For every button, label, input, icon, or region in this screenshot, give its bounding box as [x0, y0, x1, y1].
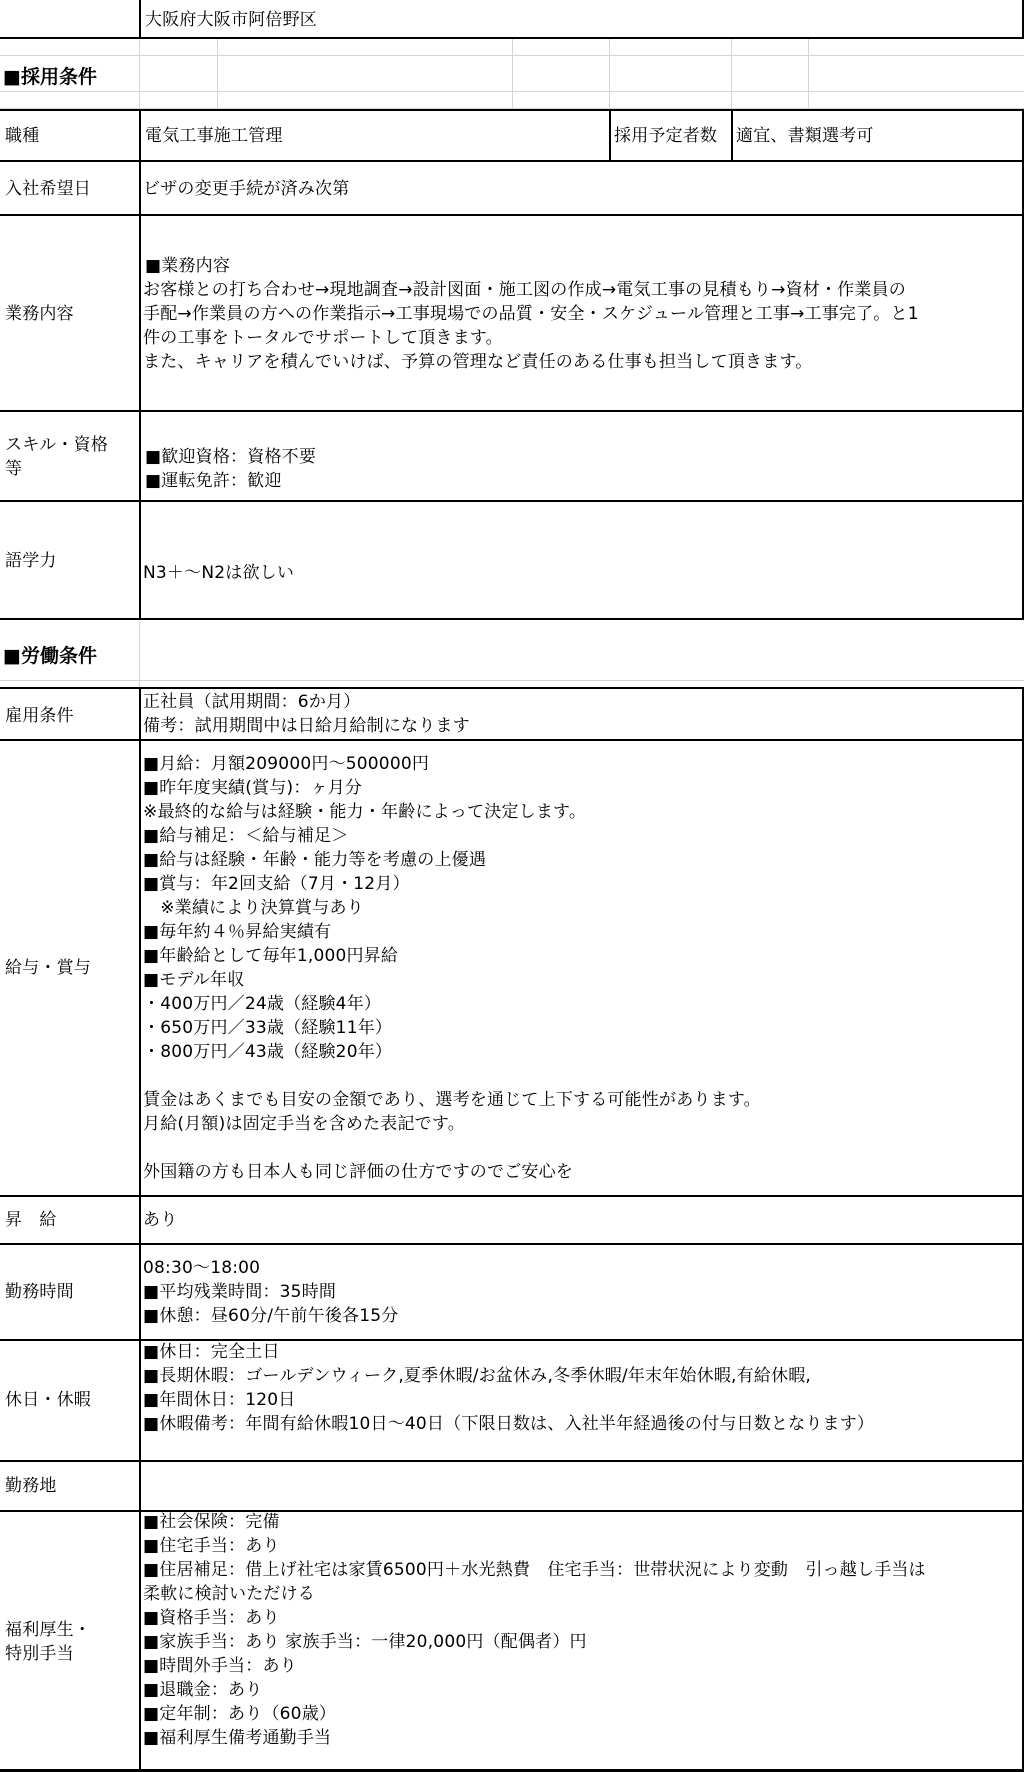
welfare-line: ■家族手当：あり 家族手当：一律20,000円（配偶者）円 — [143, 1632, 587, 1652]
employment-line: 正社員（試用期間：6か月） — [143, 692, 361, 712]
border — [0, 687, 1024, 689]
salary-line: ■昨年度実績(賞与)：ヶ月分 — [143, 778, 363, 798]
holidays-line: ■長期休暇：ゴールデンウィーク,夏季休暇/お盆休み,冬季休暇/年末年始休暇,有給休暇, — [143, 1366, 812, 1386]
gridline — [609, 38, 610, 110]
welfare-label: 福利厚生・ — [5, 1620, 91, 1640]
duties-line: ■業務内容 — [145, 256, 231, 276]
raise-label: 昇 給 — [5, 1210, 57, 1230]
start-date-value: ビザの変更手続が済み次第 — [143, 179, 350, 199]
holidays-line: ■休暇備考：年間有給休暇10日〜40日（下限日数は、入社半年経過後の付与日数となります） — [143, 1414, 875, 1434]
skills-label: スキル・資格 — [5, 435, 109, 455]
border — [0, 1460, 1024, 1462]
holidays-line: ■年間休日：120日 — [143, 1390, 296, 1410]
welfare-line: ■定年制：あり（60歳） — [143, 1704, 337, 1724]
border — [139, 0, 141, 38]
border — [0, 1195, 1024, 1197]
welfare-line: ■住居補足：借上げ社宅は家賃6500円＋水光熱費 住宅手当：世帯状況により変動 引っ越し手当は — [143, 1560, 926, 1580]
salary-line: ※業績により決算賞与あり — [143, 898, 364, 918]
border — [0, 37, 1024, 39]
border — [0, 739, 1024, 741]
skills-line: ■歓迎資格：資格不要 — [145, 447, 317, 467]
salary-line: 外国籍の方も日本人も同じ評価の仕方ですのでご安心を — [143, 1162, 573, 1182]
raise-value: あり — [143, 1210, 178, 1230]
welfare-line: ■時間外手当：あり — [143, 1656, 297, 1676]
salary-line: ■月給：月額209000円〜500000円 — [143, 754, 430, 774]
hours-line: ■平均残業時間：35時間 — [143, 1282, 337, 1302]
headcount-label: 採用予定者数 — [614, 126, 718, 146]
welfare-line: ■資格手当：あり — [143, 1608, 280, 1628]
job-type-label: 職種 — [5, 126, 40, 146]
salary-line: ■給与補足：＜給与補足＞ — [143, 826, 349, 846]
location-label: 勤務地 — [5, 1476, 57, 1496]
salary-line: ■毎年約４％昇給実績有 — [143, 922, 332, 942]
border — [0, 214, 1024, 216]
holidays-label: 休日・休暇 — [5, 1390, 91, 1410]
border — [609, 109, 611, 162]
salary-line: ※最終的な給与は経験・能力・年齢によって決定します。 — [143, 802, 587, 822]
gridline — [139, 38, 140, 110]
salary-line: ■給与は経験・年齢・能力等を考慮の上優遇 — [143, 850, 487, 870]
salary-line: ・650万円／33歳（経験11年） — [143, 1018, 393, 1038]
border — [139, 109, 141, 620]
language-value: N3＋〜N2は欲しい — [143, 563, 295, 583]
salary-line: 賃金はあくまでも目安の金額であり、選考を通じて上下する可能性があります。 — [143, 1090, 761, 1110]
gridline — [512, 38, 513, 110]
border — [0, 109, 1024, 111]
border — [0, 500, 1024, 502]
gridline — [0, 680, 1024, 681]
hours-line: 08:30〜18:00 — [143, 1258, 261, 1278]
salary-line: ■賞与：年2回支給（7月・12月） — [143, 874, 410, 894]
address-value: 大阪府大阪市阿倍野区 — [145, 10, 317, 30]
gridline — [808, 38, 809, 110]
border — [0, 160, 1024, 162]
hours-label: 勤務時間 — [5, 1282, 74, 1302]
skills-line: ■運転免許：歓迎 — [145, 471, 282, 491]
employment-line: 備考：試用期間中は日給月給制になります — [143, 716, 470, 736]
skills-label: 等 — [5, 459, 23, 479]
welfare-line: 柔軟に検討いただける — [143, 1584, 315, 1604]
welfare-line: ■住宅手当：あり — [143, 1536, 280, 1556]
duties-label: 業務内容 — [5, 304, 74, 324]
welfare-line: ■退職金：あり — [143, 1680, 263, 1700]
welfare-line: ■福利厚生備考通勤手当 — [143, 1728, 332, 1748]
gridline — [731, 38, 732, 110]
duties-line: 手配→作業員の方への作業指示→工事現場での品質・安全・スケジュール管理と工事→工事完了。と1 — [143, 304, 919, 324]
job-type-value: 電気工事施工管理 — [145, 126, 283, 146]
section-heading-hiring: ■採用条件 — [3, 66, 97, 88]
hours-line: ■休憩：昼60分/午前午後各15分 — [143, 1306, 399, 1326]
gridline — [139, 622, 140, 689]
welfare-label: 特別手当 — [5, 1644, 74, 1664]
holidays-line: ■休日：完全土日 — [143, 1342, 280, 1362]
duties-line: お客様との打ち合わせ→現地調査→設計図面・施工図の作成→電気工事の見積もり→資材・作業員の — [143, 280, 906, 300]
welfare-line: ■社会保険：完備 — [143, 1512, 280, 1532]
border — [139, 687, 141, 1772]
border — [0, 1243, 1024, 1245]
duties-line: 件の工事をトータルでサポートして頂きます。 — [143, 328, 503, 348]
salary-label: 給与・賞与 — [5, 958, 91, 978]
section-heading-labor: ■労働条件 — [3, 645, 97, 667]
border — [731, 109, 733, 162]
language-label: 語学力 — [5, 551, 57, 571]
employment-label: 雇用条件 — [5, 706, 74, 726]
border — [0, 410, 1024, 412]
border — [0, 618, 1024, 620]
salary-line: 月給(月額)は固定手当を含めた表記です。 — [143, 1114, 465, 1134]
headcount-value: 適宜、書類選考可 — [736, 126, 874, 146]
duties-line: また、キャリアを積んでいけば、予算の管理など責任のある仕事も担当して頂きます。 — [143, 352, 813, 372]
salary-line: ■年齢給として毎年1,000円昇給 — [143, 946, 399, 966]
salary-line: ■モデル年収 — [143, 970, 245, 990]
salary-line: ・800万円／43歳（経験20年） — [143, 1042, 393, 1062]
gridline — [217, 38, 218, 110]
salary-line: ・400万円／24歳（経験4年） — [143, 994, 382, 1014]
start-date-label: 入社希望日 — [5, 179, 91, 199]
